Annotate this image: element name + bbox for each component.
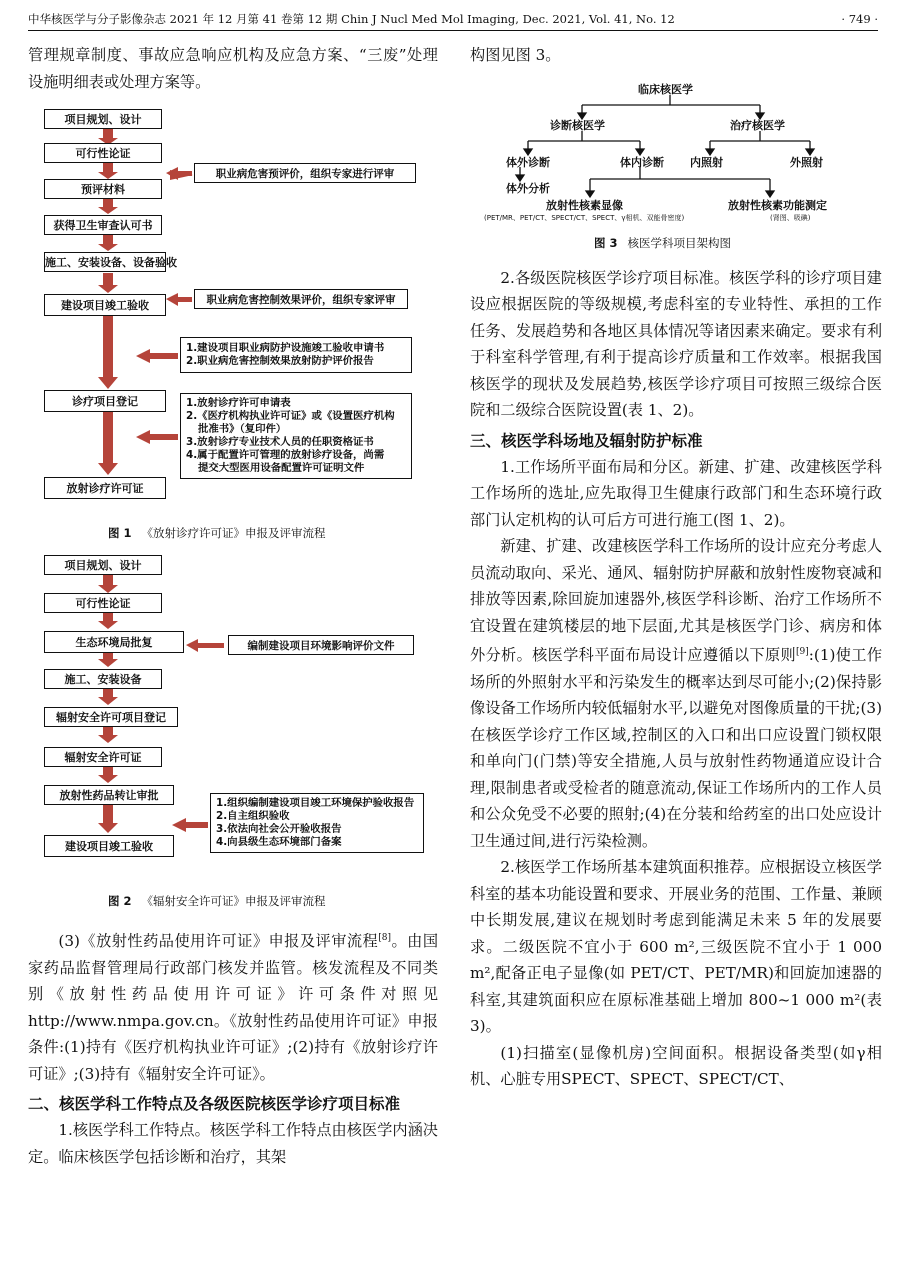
fig1-note-4-line: 批准书》（复印件） <box>198 423 287 435</box>
section-heading-3: 三、核医学科场地及辐射防护标准 <box>470 431 703 450</box>
citation-9: [9] <box>796 647 809 657</box>
figure-1-caption <box>108 525 326 541</box>
fig2-box-7: 放射性药品转让审批 <box>44 785 174 805</box>
fig2-box-3: 生态环境局批复 <box>44 631 184 653</box>
fig1-note-4-line: 2.《医疗机构执业许可证》或《设置医疗机构 <box>186 410 395 422</box>
figure-1-flowchart <box>28 107 438 543</box>
figure-2-caption <box>108 893 326 909</box>
fig3-internal: 内照射 <box>690 155 723 169</box>
paragraph-area: 2.核医学工作场所基本建筑面积推荐。应根据设立核医学科室的基本功能设置和要求、开展业务的范围、工作量、兼顾中长期发展,建议在规划时考虑到能满足未来 5 年的发展要求。二级医院不宜小于 600 m²,三级医院不宜小于 1 000 m²,配备正电子显像(如 PET/CT、PET/MR)和回旋加速器的科室,其建筑面积应在原标准基础上增加 800~1 000 m²(表 3)。 <box>470 858 882 1036</box>
fig1-note-4-line: 1.放射诊疗许可申请表 <box>186 397 291 409</box>
fig2-note-2-line: 2.自主组织验收 <box>216 810 290 822</box>
fig1-note-3 <box>180 337 412 373</box>
right-column <box>470 42 882 1093</box>
paragraph-project-standard: 2.各级医院核医学诊疗项目标准。核医学科的诊疗项目建设应根据医院的等级规模,考虑科室的专业特性、承担的工作任务、发展趋势和各地区具体情况等诸因素来确定。要求有利于科室科学管理,有利于提高诊疗质量和工作效率。根据我国核医学的现状及发展趋势,核医学诊疗项目可按照三级综合医院和二级综合医院设置(表 1、2)。 <box>470 268 882 419</box>
paragraph-design <box>470 533 882 854</box>
figure-3-caption-text: 核医学科项目架构图 <box>627 235 732 250</box>
fig1-box-1: 项目规划、设计 <box>44 109 162 129</box>
fig3-in-vitro: 体外诊断 <box>506 155 550 169</box>
fig3-function: 放射性核素功能测定 <box>728 198 827 212</box>
fig2-note-2-line: 1.组织编制建设项目竣工环境保护验收报告 <box>216 797 415 809</box>
right-body-text <box>470 265 882 1093</box>
figure-2-caption-number: 图 2 <box>108 894 132 908</box>
fig1-note-4 <box>180 393 412 479</box>
fig3-in-vivo: 体内诊断 <box>620 155 664 169</box>
paragraph-design-b: :(1)使工作场所的外照射水平和污染发生的概率达到尽可能小;(2)保持影像设备工作场所内较低辐射水平,以避免对图像质量的干扰;(3)在核医学诊疗工作区域,控制区的入口和出口应设置门锁权限和单向门(门禁)等安全措施,人员与放射性药物通道应设计合理,限制患者或受检者的随意流动,保证工作场所内的工作人员和公众免受不必要的照射;(4)在分装和给药室的出口处应设计卫生通过间,进行污染检测。 <box>470 646 883 850</box>
header-page-number: · 749 · <box>841 12 878 26</box>
paragraph-license-3-a: (3)《放射性药品使用许可证》申报及评审流程 <box>58 932 379 951</box>
fig1-note-4-line: 4.属于配置许可管理的放射诊疗设备，尚需 <box>186 449 385 461</box>
fig2-box-1: 项目规划、设计 <box>44 555 162 575</box>
fig2-box-8: 建设项目竣工验收 <box>44 835 174 857</box>
fig3-therapy: 治疗核医学 <box>730 118 785 132</box>
left-column <box>28 42 438 1170</box>
fig2-box-6: 辐射安全许可证 <box>44 747 162 767</box>
fig1-note-4-line: 提交大型医用设备配置许可证明文件 <box>198 462 365 474</box>
paragraph-license-3 <box>28 925 438 1087</box>
paragraph-top: 管理规章制度、事故应急响应机构及应急方案、“三废”处理设施明细表或处理方案等。 <box>28 46 438 91</box>
fig1-box-4: 获得卫生审查认可书 <box>44 215 162 235</box>
section-heading-2: 二、核医学科工作特点及各级医院核医学诊疗项目标准 <box>28 1095 401 1114</box>
paragraph-features: 1.核医学科工作特点。核医学科工作特点由核医学内涵决定。临床核医学包括诊断和治疗，其架 <box>28 1121 438 1166</box>
fig3-function-sub: (肾图、吸碘) <box>770 213 811 222</box>
left-body-text <box>28 925 438 1170</box>
paragraph-scan-room: (1)扫描室(显像机房)空间面积。根据设备类型(如γ相机、心脏专用SPECT、SPECT、SPECT/CT、 <box>470 1043 882 1089</box>
fig2-note-1: 编制建设项目环境影响评价文件 <box>228 635 414 655</box>
fig2-box-5: 辐射安全许可项目登记 <box>44 707 178 727</box>
figure-3-caption-number: 图 3 <box>594 235 618 250</box>
fig2-note-2-line: 3.依法向社会公开验收报告 <box>216 823 342 835</box>
paragraph-layout: 1.工作场所平面布局和分区。新建、扩建、改建核医学科工作场所的选址,应先取得卫生健康行政部门和生态环境行政部门认定机构的认可后方可进行施工(图 1、2)。 <box>470 457 882 529</box>
fig1-note-3-line: 1.建设项目职业病防护设施竣工验收申请书 <box>186 342 385 354</box>
fig2-box-4: 施工、安装设备 <box>44 669 162 689</box>
fig1-note-4-line: 3.放射诊疗专业技术人员的任职资格证书 <box>186 436 374 448</box>
fig1-box-6: 建设项目竣工验收 <box>44 294 166 316</box>
fig3-root: 临床核医学 <box>638 82 693 96</box>
fig2-box-2: 可行性论证 <box>44 593 162 613</box>
paragraph-license-3-b: 。由国家药品监督管理局行政部门核发并监管。核发流程及不同类别《放射性药品使用许可证》许可条件对照见 http://www.nmpa.gov.cn。《放射性药品使用许可证》申报条件:(1)持有《医疗机构执业许可证》;(2)持有《放射诊疗许可证》;(3)持有《辐射安全许可证》。 <box>28 932 439 1083</box>
fig1-box-3: 预评材料 <box>44 179 162 199</box>
figure-2-flowchart <box>28 553 438 945</box>
figure-2-caption-text: 《辐射安全许可证》申报及评审流程 <box>141 894 326 908</box>
fig1-note-3-line: 2.职业病危害控制效果放射防护评价报告 <box>186 355 374 367</box>
fig3-external: 外照射 <box>790 155 823 169</box>
fig3-imaging: 放射性核素显像 <box>546 198 623 212</box>
figure-3-tree <box>470 79 882 259</box>
paragraph-fig3-ref: 构图见图 3。 <box>470 46 561 64</box>
figure-3-caption <box>594 235 731 251</box>
fig2-note-2 <box>210 793 424 853</box>
running-header <box>28 8 878 31</box>
citation-8: [8] <box>378 933 391 943</box>
figure-1-caption-text: 《放射诊疗许可证》申报及评审流程 <box>141 526 326 540</box>
fig3-diagnosis: 诊断核医学 <box>550 118 605 132</box>
fig1-box-5: 施工、安装设备、设备验收 <box>44 252 166 272</box>
fig3-analysis: 体外分析 <box>506 181 550 195</box>
fig1-note-2: 职业病危害控制效果评价，组织专家评审 <box>194 289 408 309</box>
fig2-note-2-line: 4.向县级生态环境部门备案 <box>216 836 342 848</box>
fig3-imaging-sub: (PET/MR、PET/CT、SPECT/CT、SPECT、γ相机、双能骨密度) <box>484 213 685 222</box>
paragraph-design-a: 新建、扩建、改建核医学科工作场所的设计应充分考虑人员流动取向、采光、通风、辐射防护屏蔽和放射性废物衰减和排放等因素,除回旋加速器外,核医学科诊断、治疗工作场所不宜设置在建筑楼层的地下层面,尤其是核医学门诊、病房和体外分析。核医学科平面布局设计应遵循以下原则 <box>470 537 882 665</box>
fig1-box-8: 放射诊疗许可证 <box>44 477 166 499</box>
fig1-box-7: 诊疗项目登记 <box>44 390 166 412</box>
header-journal-info: 中华核医学与分子影像杂志 2021 年 12 月第 41 卷第 12 期 Chin J Nucl Med Mol Imaging, Dec. 2021, Vol. 41, No. 12 <box>28 12 675 26</box>
fig1-note-1: 职业病危害预评价，组织专家进行评审 <box>194 163 416 183</box>
figure-1-caption-number: 图 1 <box>108 526 132 540</box>
fig1-box-2: 可行性论证 <box>44 143 162 163</box>
